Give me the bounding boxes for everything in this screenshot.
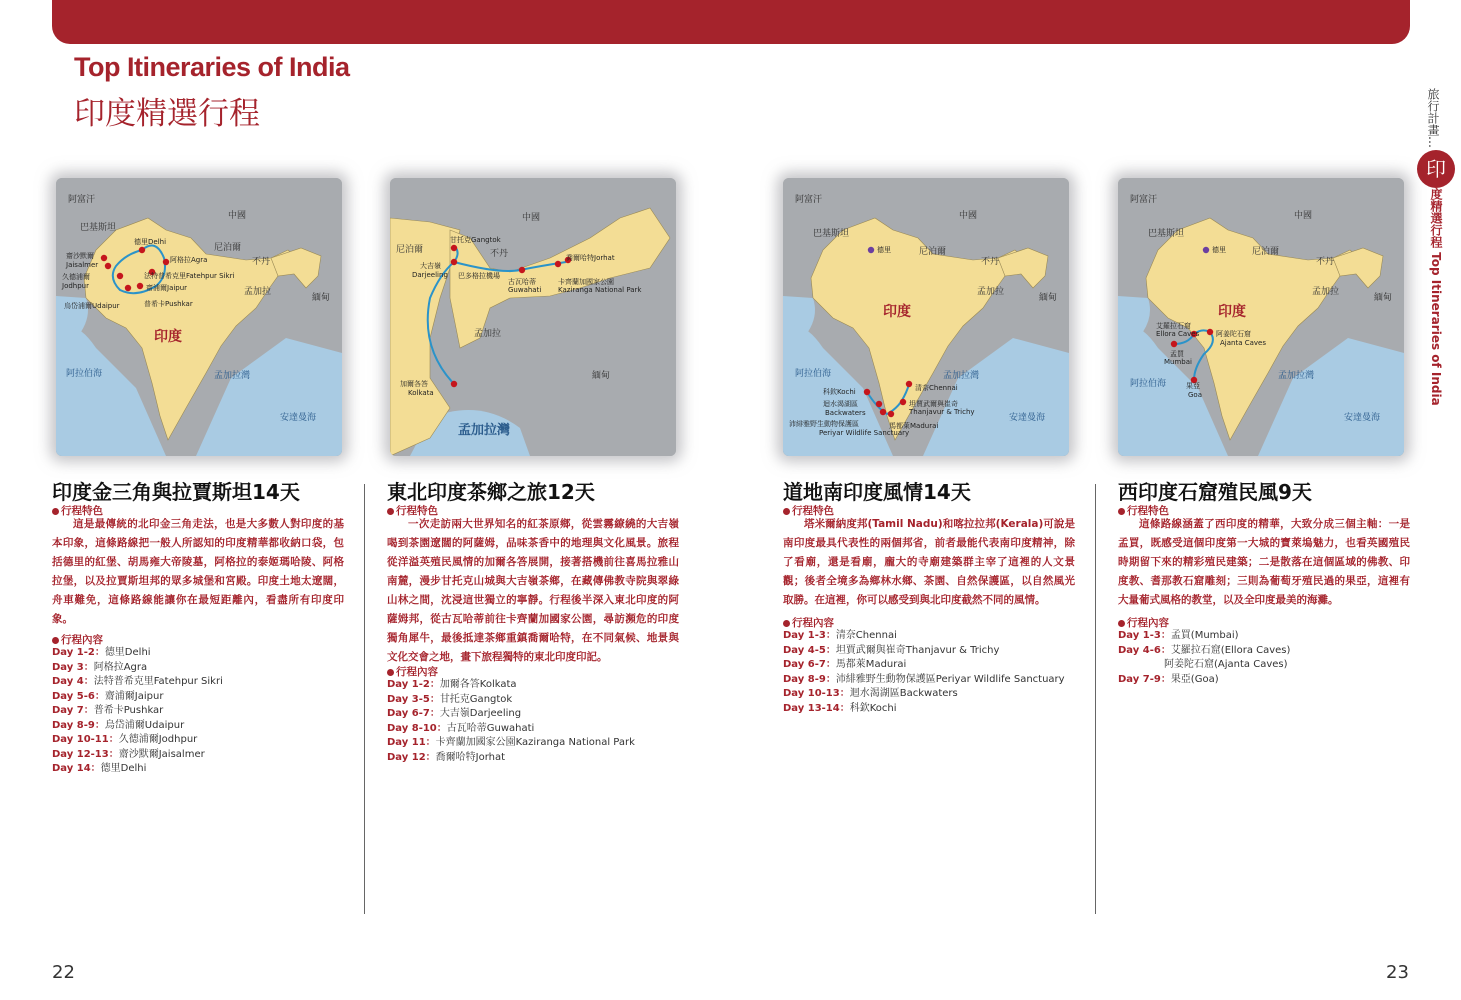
map4-place-zh: 艾羅拉石窟 (1156, 322, 1191, 330)
itinerary-feature: 這條路線涵蓋了西印度的精華，大致分成三個主軸：一是孟買，既感受這個印度第一大城的寶萊塢魅力，也看英國殖民時期留下來的精彩殖民建築；二是散落在這個區域的佛教、印度教、耆那教石窟雕刻；三則為葡萄牙殖民過的果亞，這裡有大量葡式風格的教堂，以及全印度最美的海灘。 (1118, 518, 1410, 606)
side-tab-title: 度精選行程 Top Itineraries of India (1429, 188, 1443, 406)
day-row: Day 12：喬爾哈特Jorhat (387, 751, 506, 763)
map1-place-zh: 普希卡 (144, 300, 165, 308)
svg-text:Jodhpur (61, 282, 89, 290)
svg-text:迴水渴湖區 (823, 399, 858, 408)
itinerary-title: 印度金三角與拉賈斯坦14天 (52, 480, 300, 504)
map4-place-en: Ellora Caves (1156, 330, 1200, 338)
svg-text:Ellora Caves (1156, 330, 1200, 338)
map-label-bay-of-bengal: 孟加拉灣 (1278, 371, 1315, 381)
map3-place-en: Backwaters (825, 409, 866, 417)
content-label: 行程內容 (52, 632, 103, 647)
map-label-arabian-sea: 阿拉伯海 (795, 369, 832, 379)
day-row: Day 8-9：沛緋雅野生動物保護區Periyar Wildlife Sanctuary (783, 673, 1065, 685)
side-tab-prefix: 旅行計畫… (1426, 88, 1440, 148)
map-south-india (783, 178, 1069, 456)
day-row: Day 1-3：清奈Chennai (783, 630, 897, 641)
itinerary-feature: 這是最傳統的北印金三角走法，也是大多數人對印度的基本印象，這條路線把一般人所認知的印度精華都收納口袋，包括德里的紅堡、胡馬雍大帝陵墓，阿格拉的泰姬瑪哈陵、阿格拉堡，以及拉賈斯坦邦的眾多城堡和宮殿。印度土地太遼闊，舟車難免，這條路線能讓你在最短距離內，看盡所有印度印象。 (52, 518, 344, 625)
map2-label-bangladesh: 孟加拉 (474, 329, 502, 339)
day-row: Day 5-6：齋浦爾Jaipur (52, 690, 164, 702)
svg-text:果亞 (1186, 381, 1200, 390)
day-row: Day 10-13：迴水渴湖區Backwaters (783, 688, 958, 699)
content-label: 行程內容 (387, 664, 438, 679)
map-label-bhutan: 不丹 (252, 257, 271, 267)
map1-place-zh: 齋沙默爾 (66, 252, 94, 260)
map1-place-en: Pushkar (165, 300, 193, 308)
svg-text:Ajanta Caves (1220, 339, 1266, 347)
map3-place-zh: 德里 (877, 246, 891, 254)
svg-text:Darjeeling (412, 271, 448, 279)
map2-place-en: Kaziranga National Park (558, 286, 642, 294)
map2-place-zh: 巴多格拉機場 (458, 272, 500, 280)
map1-place-zh: 法特普希克里 (144, 272, 186, 280)
svg-text:古瓦哈蒂 (508, 277, 536, 286)
map-label-pakistan: 巴基斯坦 (813, 229, 850, 239)
map-label-india: 印度 (1218, 304, 1246, 320)
map4-place-zh: 孟買 (1170, 350, 1184, 358)
map-label-india: 印度 (883, 304, 911, 320)
map4-place-zh: 德里 (1212, 246, 1226, 254)
svg-text:普希卡Pushkar (144, 299, 193, 308)
svg-text:法特普希克里Fatehpur Sikri (144, 271, 234, 280)
map2-label-bhutan: 不丹 (490, 249, 509, 259)
map3-place-en: Thanjavur & Trichy (909, 408, 975, 416)
page-number-left: 22 (52, 962, 75, 983)
day-row: Day 1-3：孟買(Mumbai) (1118, 630, 1239, 641)
map3-place-en: Periyar Wildlife Sanctuary (819, 429, 910, 437)
day-row: Day 4：法特普希克里Fatehpur Sikri (52, 676, 223, 687)
bullet-dot-icon (387, 508, 394, 515)
feature-label: 行程特色 (1118, 503, 1169, 518)
day-row: Day 7：普希卡Pushkar (52, 705, 164, 716)
day-row: Day 6-7：大吉嶺Darjeeling (387, 708, 522, 719)
map-label-myanmar: 緬甸 (312, 293, 331, 303)
map4-place-zh: 阿姜陀石窟 (1216, 330, 1251, 338)
map4-place-en: Mumbai (1164, 358, 1192, 366)
map-label-pakistan: 巴基斯坦 (1148, 229, 1185, 239)
svg-text:坦賈武爾與崔奇 (909, 399, 958, 408)
day-row: Day 12-13：齋沙默爾Jaisalmer (52, 748, 205, 760)
svg-text:Goa (1188, 391, 1202, 399)
map1-place-zh: 德里 (134, 238, 148, 246)
page-title-zh: 印度精選行程 (74, 96, 260, 132)
feature-label: 行程特色 (783, 503, 834, 518)
map2-place-en: Jorhat (594, 254, 615, 262)
day-row: Day 1-2：加爾各答Kolkata (387, 679, 517, 690)
map2-label-bay: 孟加拉灣 (458, 423, 511, 438)
map-label-myanmar: 緬甸 (1374, 293, 1393, 303)
map-label-pakistan: 巴基斯坦 (80, 223, 117, 233)
svg-text:清奈Chennai (915, 383, 958, 392)
map2-place-en: Darjeeling (412, 271, 448, 279)
map1-place-en: Udaipur (92, 302, 120, 310)
map-golden-triangle (56, 178, 342, 456)
map-label-arabian-sea: 阿拉伯海 (66, 369, 103, 379)
map-label-andaman-sea: 安達曼海 (280, 413, 317, 423)
map1-place-en: Jodhpur (62, 282, 89, 290)
map3-place-en: Kochi (837, 388, 856, 396)
map-label-andaman-sea: 安達曼海 (1009, 413, 1046, 423)
svg-text:艾羅拉石窟 (1156, 321, 1191, 330)
map1-place-zh: 烏岱浦爾 (64, 302, 92, 310)
map-label-afghanistan: 阿富汗 (1130, 195, 1158, 205)
content-label: 行程內容 (783, 615, 834, 630)
map2-place-en: Kolkata (408, 389, 434, 397)
map1-place-en: Jaipur (167, 284, 188, 292)
bullet-dot-icon (1118, 508, 1125, 515)
map-label-bangladesh: 孟加拉 (1312, 287, 1340, 297)
day-list (783, 629, 1065, 716)
day-row: Day 8-9：烏岱浦爾Udaipur (52, 719, 185, 731)
map-label-myanmar: 緬甸 (1039, 293, 1058, 303)
day-list (52, 646, 223, 777)
bullet-dot-icon (1118, 620, 1125, 627)
map1-place-zh: 久德浦爾 (62, 273, 90, 281)
bullet-dot-icon (387, 669, 394, 676)
map-label-china: 中國 (1294, 211, 1313, 221)
map2-place-zh: 卡齊蘭加國家公園 (558, 278, 614, 286)
map-label-afghanistan: 阿富汗 (68, 195, 96, 205)
column-divider (1095, 484, 1096, 914)
top-banner (52, 0, 1410, 44)
itinerary-title: 西印度石窟殖民風9天 (1118, 480, 1312, 504)
map-label-china: 中國 (959, 211, 978, 221)
day-row: Day 8-10：古瓦哈蒂Guwahati (387, 722, 535, 734)
map2-place-zh: 古瓦哈蒂 (508, 278, 536, 286)
map2-place-en: Gangtok (471, 236, 501, 244)
day-row: Day 3-5：甘托克Gangtok (387, 693, 513, 705)
svg-text:久德浦爾 (62, 272, 90, 281)
map2-place-zh: 大吉嶺 (420, 262, 441, 270)
svg-text:科欽Kochi (823, 387, 856, 396)
map1-place-en: Agra (191, 256, 208, 264)
svg-text:阿格拉Agra (170, 255, 207, 264)
map-label-bangladesh: 孟加拉 (244, 287, 272, 297)
feature-label: 行程特色 (387, 503, 438, 518)
map-label-bhutan: 不丹 (1316, 257, 1335, 267)
day-row: Day 6-7：馬都萊Madurai (783, 659, 907, 670)
day-row: Day 4-5：坦賈武爾與崔奇Thanjavur & Trichy (783, 644, 1000, 656)
map3-place-en: Madurai (910, 422, 939, 430)
map2-label-nepal: 尼泊爾 (396, 245, 424, 255)
side-tab-badge: 印 (1417, 150, 1455, 188)
map2-label-china: 中國 (522, 213, 541, 223)
day-row: Day 14：德里Delhi (52, 763, 147, 774)
map3-place-zh: 迴水渴湖區 (823, 400, 858, 408)
svg-text:Mumbai (1164, 358, 1192, 366)
map2-place-zh: 喬爾哈特 (566, 254, 594, 262)
day-list (387, 678, 635, 765)
map4-place-zh: 果亞 (1186, 382, 1200, 390)
svg-text:喬爾哈特Jorhat (566, 253, 615, 262)
svg-text:烏岱浦爾Udaipur (64, 301, 120, 310)
svg-text:Guwahati (508, 286, 541, 294)
content-label: 行程內容 (1118, 615, 1169, 630)
itinerary-title: 東北印度茶鄉之旅12天 (387, 480, 595, 504)
day-row: Day 11：卡齊蘭加國家公園Kaziranga National Park (387, 737, 635, 748)
map-label-arabian-sea: 阿拉伯海 (1130, 379, 1167, 389)
day-row: Day 13-14：科欽Kochi (783, 702, 897, 714)
map1-place-en: Fatehpur Sikri (186, 272, 235, 280)
day-row: Day 4-6：艾羅拉石窟(Ellora Caves) (1118, 644, 1291, 656)
svg-text:甘托克Gangtok (450, 235, 502, 244)
map-northeast-tea (390, 178, 676, 456)
bullet-dot-icon (783, 508, 790, 515)
svg-text:沛緋雅野生動物保護區 (789, 419, 859, 428)
svg-text:Kolkata (408, 389, 434, 397)
map-label-china: 中國 (228, 211, 247, 221)
svg-text:Kaziranga National Park (558, 286, 642, 294)
map-label-bay-of-bengal: 孟加拉灣 (214, 371, 251, 381)
svg-text:Backwaters (825, 409, 866, 417)
map1-place-en: Delhi (148, 238, 167, 246)
day-row: Day 10-11：久德浦爾Jodhpur (52, 734, 198, 745)
map2-place-zh: 加爾各答 (400, 380, 428, 388)
svg-text:齋沙默爾 (66, 251, 94, 260)
day-row: Day 7-9：果亞(Goa) (1118, 673, 1219, 685)
map1-place-zh: 阿格拉 (170, 256, 191, 264)
itinerary-feature: 一次走訪兩大世界知名的紅茶原鄉，從雲霧繚繞的大吉嶺喝到茶園遼闊的阿薩姆，品味茶香中的地理與文化風景。旅程從洋溢英殖民風情的加爾各答展開，接著搭機前往喜馬拉雅山南麓，漫步甘托克山城與大吉嶺茶鄉，在藏傳佛教寺院與翠綠山林之間，沈浸這世獨立的寧靜。行程後半深入東北印度的阿薩姆邦，從古瓦哈蒂前往卡齊蘭加國家公園，尋訪瀕危的印度獨角犀牛，最後抵達茶鄉重鎮喬爾哈特，在不同氣候、地景與文化交會之地，畫下旅程獨特的東北印度印記。 (387, 518, 679, 663)
svg-text:Jaisalmer (65, 261, 98, 269)
svg-text:大吉嶺 (420, 261, 442, 270)
feature-label: 行程特色 (52, 503, 103, 518)
map2-place-zh: 甘托克 (450, 236, 471, 244)
day-row: Day 3：阿格拉Agra (52, 661, 148, 673)
map-label-india: 印度 (154, 329, 182, 345)
svg-text:德里Delhi (134, 237, 166, 246)
map-label-bay-of-bengal: 孟加拉灣 (943, 371, 980, 381)
svg-text:加爾各答 (400, 379, 428, 388)
itinerary-title: 道地南印度風情14天 (783, 480, 971, 504)
day-list (1118, 629, 1290, 687)
map2-label-myanmar: 緬甸 (592, 371, 611, 381)
map-label-andaman-sea: 安達曼海 (1344, 413, 1381, 423)
map3-place-zh: 坦賈武爾與崔奇 (909, 400, 958, 408)
map-label-bhutan: 不丹 (981, 257, 1000, 267)
map4-place-en: Ajanta Caves (1220, 339, 1266, 347)
map1-place-en: Jaisalmer (66, 261, 99, 269)
column-divider (364, 484, 365, 914)
svg-text:Thanjavur & Trichy (908, 408, 975, 416)
bullet-dot-icon (783, 620, 790, 627)
svg-text:阿姜陀石窟 (1216, 329, 1251, 338)
map2-place-en: Guwahati (508, 286, 542, 294)
bullet-dot-icon (52, 508, 59, 515)
map1-place-zh: 齋浦爾 (146, 284, 167, 292)
svg-text:Periyar Wildlife Sanctuary (819, 429, 909, 437)
day-row-continuation: 阿姜陀石窟(Ajanta Caves) (1164, 659, 1288, 670)
map-label-nepal: 尼泊爾 (1252, 247, 1280, 257)
map3-place-zh: 科欽 (823, 388, 837, 396)
page-title-en: Top Itineraries of India (74, 52, 350, 82)
itinerary-feature: 塔米爾納度邦(Tamil Nadu)和喀拉拉邦(Kerala)可說是南印度最具代表性的兩個邦省，前者最能代表南印度精神，除了看廟，還是看廟，龐大的寺廟建築群主宰了這裡的人文景觀；後者全境多為鄉林水鄉、茶園、自然保護區，以自然風光取勝。在這裡，你可以感受到與北印度截然不同的風情。 (783, 518, 1075, 606)
svg-text:孟買 (1170, 349, 1185, 358)
map3-place-zh: 沛緋雅野生動物保護區 (789, 420, 859, 428)
page-number-right: 23 (1386, 962, 1409, 983)
svg-text:卡齊蘭加國家公園 (558, 277, 614, 286)
map-west-india (1118, 178, 1404, 456)
map4-place-en: Goa (1188, 391, 1202, 399)
map3-place-zh: 馬都萊 (889, 422, 910, 430)
map-label-nepal: 尼泊爾 (919, 247, 947, 257)
map-label-bangladesh: 孟加拉 (977, 287, 1005, 297)
map-label-afghanistan: 阿富汗 (795, 195, 823, 205)
map3-place-en: Chennai (929, 384, 958, 392)
map-label-nepal: 尼泊爾 (214, 243, 242, 253)
svg-text:齋浦爾Jaipur (146, 283, 187, 292)
day-row: Day 1-2：德里Delhi (52, 647, 151, 658)
bullet-dot-icon (52, 637, 59, 644)
map3-place-zh: 清奈 (915, 384, 929, 392)
